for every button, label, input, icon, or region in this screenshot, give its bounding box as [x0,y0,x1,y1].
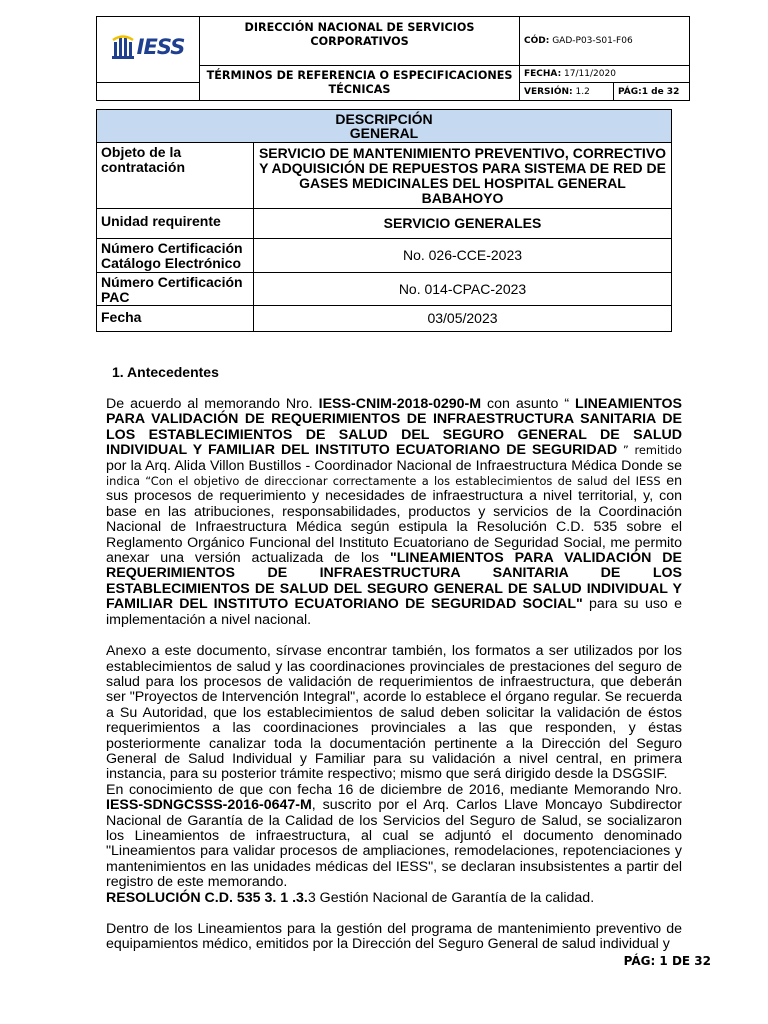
paragraph: Anexo a este documento, sírvase encontrar también, los formatos a ser utilizados por los establecimientos de salud y las coordinaciones provinciales de prestaciones del seguro de salud para los procesos de validación de requerimientos de infraestructura, que deberán ser "Proyectos de Intervención Integral", acorde lo establece el órgano regular. Se recuerda a Su Autoridad, que los establecimientos de salud deben solicitar la validación de éstos requerimientos a las coordinaciones provinciales a las que responden, y éstas posteriormente canalizar toda la documentación pertinente a la Dirección del Seguro General de Salud Individual y Familiar para su validación a nivel central, en primera instancia, para su posterior trámite respectivo; mismo que será dirigido desde la DSGSIF. [106,643,682,783]
org-name: DIRECCIÓN NACIONAL DE SERVICIOS CORPORATIVOS [200,17,520,66]
document-header [96,16,690,101]
doc-date: FECHA: 17/11/2020 [520,66,690,83]
table-row [97,143,672,209]
section-title: 1. Antecedentes [112,364,219,380]
doc-title: TÉRMINOS DE REFERENCIA O ESPECIFICACIONES TÉCNICAS [200,66,520,101]
paragraph: De acuerdo al memorando Nro. IESS-CNIM-2018-0290-M con asunto “ LINEAMIENTOS PARA VALIDACIÓN DE REQUERIMIENTOS DE INFRAESTRUCTURA SANITARIA DE LOS ESTABLECIMIENTOS DE SALUD DEL SEGURO GENERAL DE SALUD INDIVIDUAL Y FAMILIAR DEL INSTITUTO ECUATORIANO DE SEGURIDAD ” remitido por la Arq. Alida Villon Bustillos - Coordinador Nacional de Infraestructura Médica Donde se indica “Con el objetivo de direccionar correctamente a los establecimientos de salud del IESS en sus procesos de requerimiento y necesidades de infraestructura a nivel territorial, y, con base en las atribuciones, responsabilidades, productos y servicios de la Coordinación Nacional de Infraestructura Médica según estipula la Resolución C.D. 535 sobre el Reglamento Orgánico Funcional del Instituto Ecuatoriano de Seguridad Social, me permito anexar una versión actualizada de los "LINEAMIENTOS PARA VALIDACIÓN DE REQUERIMIENTOS DE INFRAESTRUCTURA SANITARIA DE LOS ESTABLECIMIENTOS DE SALUD DEL SEGURO GENERAL DE SALUD INDIVIDUAL Y FAMILIAR DEL INSTITUTO ECUATORIANO DE SEGURIDAD SOCIAL" para su uso e implementación a nivel nacional. [106,396,682,628]
iess-logo [112,34,185,60]
logo-cell-bottom [97,83,200,101]
row-label: Objeto de la contratación [97,143,254,209]
row-value: SERVICIO DE MANTENIMIENTO PREVENTIVO, CORRECTIVO Y ADQUISICIÓN DE REPUESTOS PARA SISTEMA DE RED DE GASES MEDICINALES DEL HOSPITAL GENERAL BABAHOYO [254,143,672,209]
paragraph: RESOLUCIÓN C.D. 535 3. 1 .3.3 Gestión Nacional de Garantía de la calidad. [106,889,595,906]
table-row [97,239,672,273]
paragraph: En conocimiento de que con fecha 16 de diciembre de 2016, mediante Memorando Nro. IESS-SDNGCSSS-2016-0647-M, suscrito por el Arq. Carlos Llave Moncayo Subdirector Nacional de Garantía de la Calidad de los Servicios del Seguro de Salud, se socializaron los Lineamientos de infraestructura, al cual se adjuntó el documento denominado "Lineamientos para validar procesos de ampliaciones, remodelaciones, repotenciaciones y mantenimientos en las unidades médicas del IESS", se declaran insubsistentes a partir del registro de este memorando. [106,781,682,891]
doc-code: CÓD: GAD-P03-S01-F06 [520,17,690,66]
logo-cell [97,17,200,83]
row-label: Número Certificación Catálogo Electrónico [97,239,254,273]
paragraph: Dentro de los Lineamientos para la gestión del programa de mantenimiento preventivo de equipamientos médico, emitidos por la Dirección del Seguro General de salud individual y [106,921,682,953]
table-row [97,306,672,332]
row-label: Fecha [97,306,254,332]
description-table [96,109,672,332]
table-row [97,273,672,306]
row-value: No. 026-CCE-2023 [254,239,672,273]
row-value: 03/05/2023 [254,306,672,332]
row-label: Unidad requirente [97,209,254,239]
row-label: Número Certificación PAC [97,273,254,306]
description-heading: DESCRIPCIÓN GENERAL [97,110,672,143]
section-body [106,397,682,953]
iess-emblem-icon [112,34,134,60]
page-footer: PÁG: 1 DE 32 [623,954,711,968]
doc-version: VERSIÓN: 1.2 [520,83,614,101]
table-row [97,209,672,239]
row-value: SERVICIO GENERALES [254,209,672,239]
doc-page: PÁG:1 de 32 [614,83,690,101]
row-value: No. 014-CPAC-2023 [254,273,672,306]
logo-text: IESS [136,35,185,59]
